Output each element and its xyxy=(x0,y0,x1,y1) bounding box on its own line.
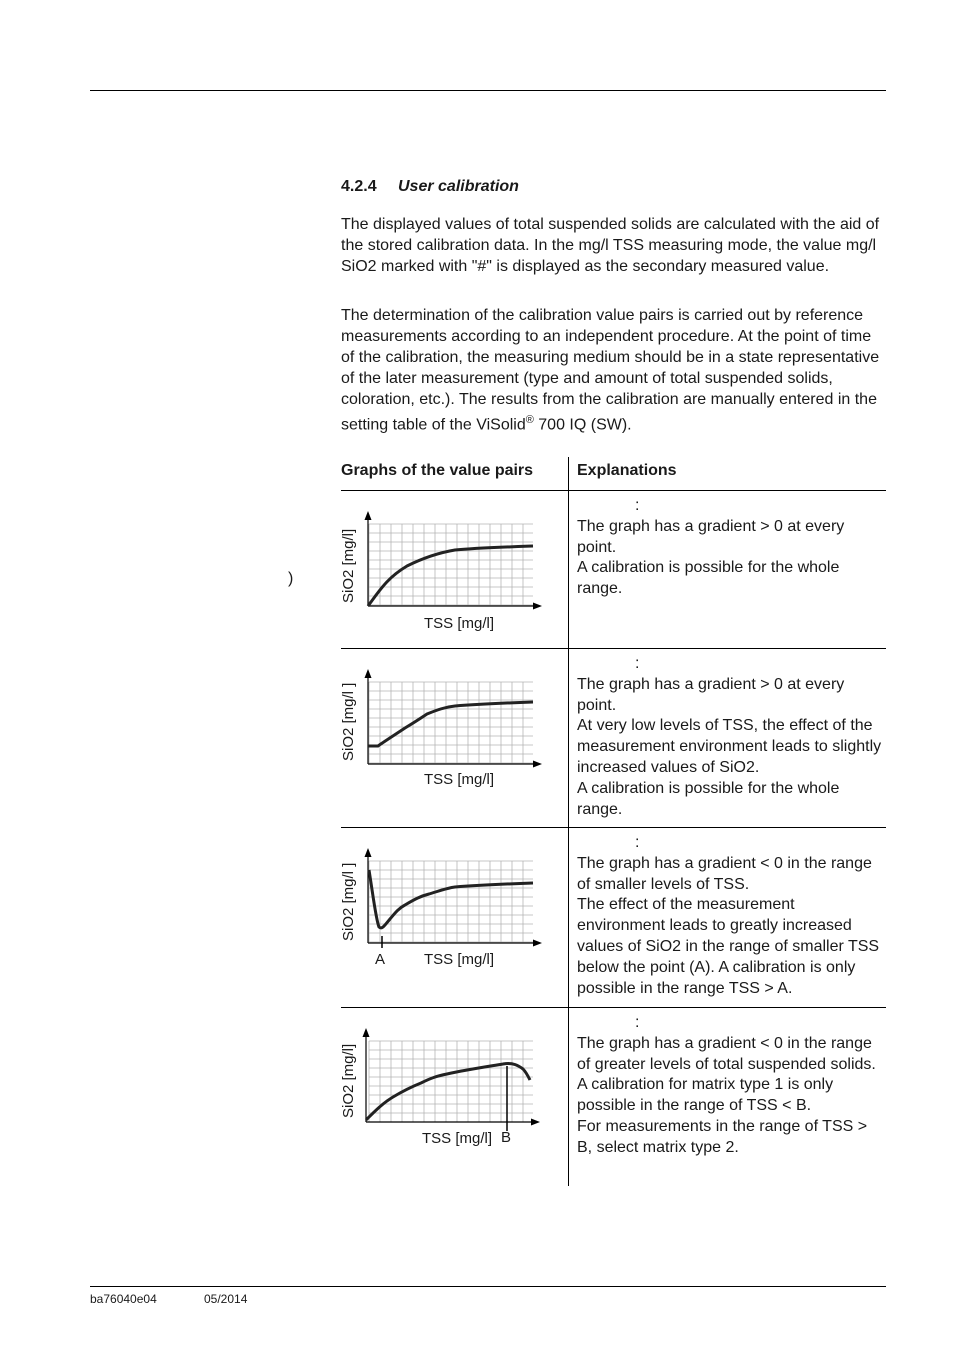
section-title: User calibration xyxy=(398,178,519,195)
graph-grid xyxy=(369,861,533,942)
point-a-label: A xyxy=(375,951,386,968)
y-axis-arrow xyxy=(365,511,372,520)
explanation-line: A calibration is possible for the whole range. xyxy=(577,559,840,598)
intro-paragraph: The displayed values of total suspended solids are calculated with the aid of the stored calibration data. In the mg/l TSS measuring mode, the value mg/l SiO2 marked with "#" is displayed as the secondary measured value. xyxy=(341,216,880,275)
explanation-line: The effect of the measurement environment leads to greatly increased values of SiO2 in the range of smaller TSS below the point (A). A calibration is only possible in the range TSS > A. xyxy=(577,896,880,997)
x-axis-label: TSS [mg/l] xyxy=(424,771,495,788)
section-heading xyxy=(341,178,519,196)
graph-grid xyxy=(369,682,533,763)
calibration-curve xyxy=(368,546,533,606)
calibration-graph-2 xyxy=(335,666,560,806)
x-axis-arrow xyxy=(533,761,542,768)
header-rule xyxy=(90,90,886,91)
explanation-line: The graph has a gradient > 0 at every point. xyxy=(577,675,845,714)
explanation-line: The graph has a gradient < 0 in the range of greater levels of total suspended solids. xyxy=(577,1034,876,1073)
x-axis-arrow xyxy=(531,1119,540,1126)
explanation-line: At very low levels of TSS, the effect of the measurement environment leads to slightly increased values of SiO2. xyxy=(577,717,882,776)
explanation-colon: : xyxy=(635,497,640,514)
explanation-4 xyxy=(577,1013,882,1159)
calibration-curve xyxy=(368,702,533,746)
procedure-paragraph: The determination of the calibration value pairs is carried out by reference measurements according to an independent procedure. At the point of time of the calibration, the measuring medium should be in a state representative of the later measurement (type and amount of total suspended solids, coloration, etc.). The results from the calibration are manually entered in the setting table of the ViSolid® 700 IQ (SW). xyxy=(341,307,880,434)
section-number: 4.2.4 xyxy=(341,178,377,195)
explanation-colon: : xyxy=(635,655,640,672)
calibration-graph-3 xyxy=(335,845,560,985)
table-header-rule xyxy=(341,490,886,491)
footer-rule xyxy=(90,1286,886,1287)
x-axis-label: TSS [mg/l] xyxy=(424,615,495,632)
explanation-2 xyxy=(577,654,882,820)
y-axis-arrow xyxy=(363,1028,370,1037)
margin-mark: ) xyxy=(288,570,294,587)
explanation-3 xyxy=(577,833,882,999)
y-axis-label: SiO2 [mg/l] xyxy=(340,1043,357,1118)
explanation-line: A calibration is possible for the whole range. xyxy=(577,779,840,818)
y-axis-arrow xyxy=(365,848,372,857)
table-row-divider xyxy=(341,648,886,649)
x-axis-arrow xyxy=(533,603,542,610)
point-b-label: B xyxy=(501,1129,512,1146)
table-row-divider xyxy=(341,1007,886,1008)
table-row-divider xyxy=(341,827,886,828)
explanation-colon: : xyxy=(635,1014,640,1031)
column-header-graphs: Graphs of the value pairs xyxy=(341,462,534,479)
column-header-explanations: Explanations xyxy=(577,462,677,479)
x-axis-label: TSS [mg/l] xyxy=(424,951,495,968)
y-axis-label: SiO2 [mg/l] xyxy=(340,528,357,603)
x-axis-label: TSS [mg/l] xyxy=(422,1130,493,1147)
footer-doc-id: ba76040e04 xyxy=(90,1292,157,1306)
footer-date: 05/2014 xyxy=(204,1292,248,1306)
y-axis-label: SiO2 [mg/l ] xyxy=(340,862,357,941)
graph-grid xyxy=(369,1041,533,1122)
explanation-line: For measurements in the range of TSS > B, select matrix type 2. xyxy=(577,1117,868,1156)
explanation-colon: : xyxy=(635,834,640,851)
y-axis-label: SiO2 [mg/l ] xyxy=(340,682,357,761)
x-axis-arrow xyxy=(533,940,542,947)
graph-grid xyxy=(369,524,533,605)
explanation-line: The graph has a gradient > 0 at every point. xyxy=(577,517,845,556)
y-axis-arrow xyxy=(365,669,372,678)
explanation-line: The graph has a gradient < 0 in the range of smaller levels of TSS. xyxy=(577,854,872,893)
calibration-graph-1 xyxy=(335,508,560,648)
table-column-divider xyxy=(568,457,569,1186)
explanation-line: A calibration for matrix type 1 is only possible in the range of TSS < B. xyxy=(577,1076,834,1115)
calibration-graph-4 xyxy=(335,1025,560,1165)
explanation-1 xyxy=(577,496,882,600)
